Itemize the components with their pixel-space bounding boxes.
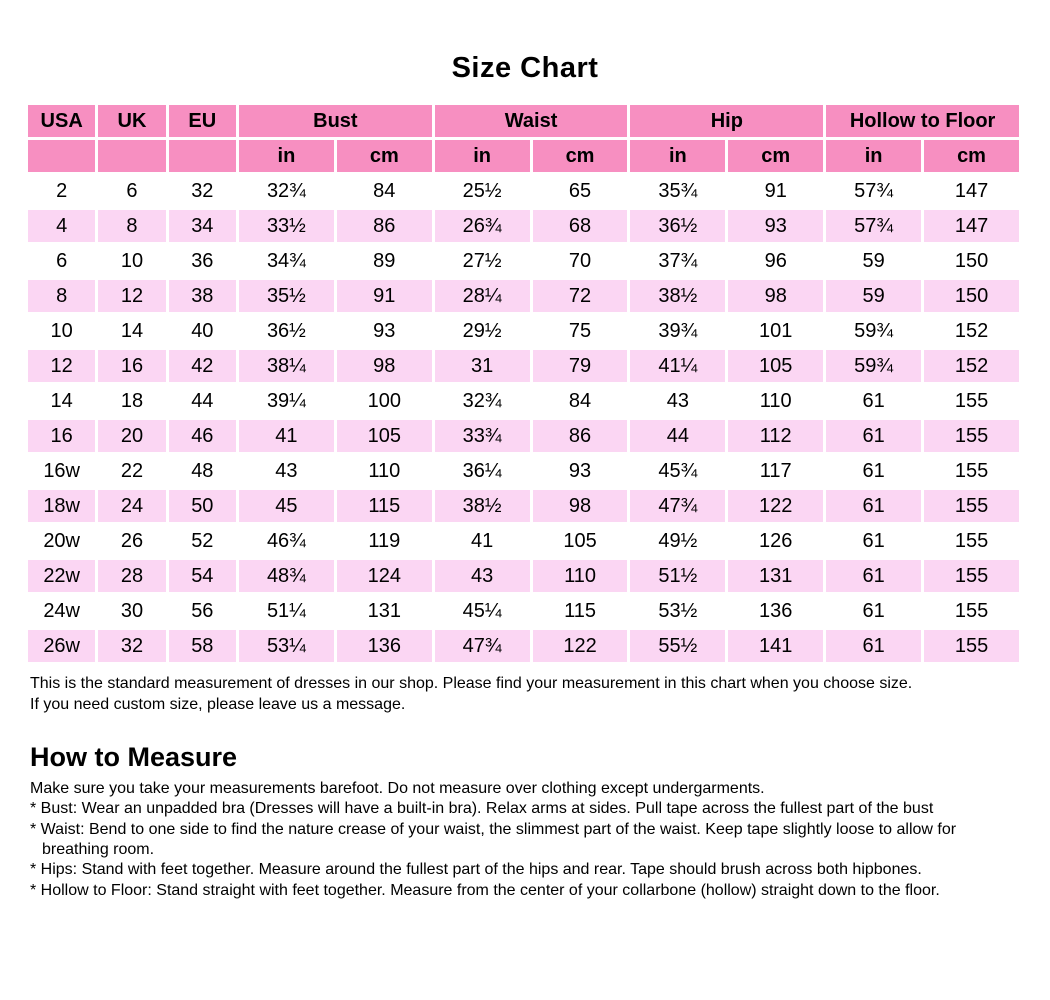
table-cell: 18w: [28, 490, 95, 522]
table-cell: 55½: [630, 630, 725, 662]
table-row: [28, 245, 1019, 277]
table-cell: 117: [728, 455, 823, 487]
table-row: [28, 455, 1019, 487]
table-cell: 35¾: [630, 175, 725, 207]
table-cell: 43: [239, 455, 334, 487]
table-row: [28, 490, 1019, 522]
table-row: [28, 420, 1019, 452]
table-cell: 136: [728, 595, 823, 627]
table-cell: 36¼: [435, 455, 530, 487]
table-row: [28, 630, 1019, 662]
table-cell: 10: [28, 315, 95, 347]
howto-hollow-to-floor: * Hollow to Floor: Stand straight with feet together. Measure from the center of your collarbone (hollow) straight down to the floor.: [30, 881, 940, 899]
table-cell: 155: [924, 490, 1019, 522]
table-cell: 147: [924, 175, 1019, 207]
table-cell: 28: [98, 560, 165, 592]
table-cell: 61: [826, 525, 921, 557]
table-cell: 18: [98, 385, 165, 417]
table-row: [28, 210, 1019, 242]
header-hollow-to-floor: Hollow to Floor: [826, 105, 1019, 137]
table-cell: 48¾: [239, 560, 334, 592]
table-cell: 43: [630, 385, 725, 417]
table-cell: 25½: [435, 175, 530, 207]
table-cell: 43: [435, 560, 530, 592]
table-cell: 20w: [28, 525, 95, 557]
table-cell: 53½: [630, 595, 725, 627]
table-cell: 79: [533, 350, 628, 382]
table-cell: 16w: [28, 455, 95, 487]
table-cell: 12: [28, 350, 95, 382]
table-cell: 98: [337, 350, 432, 382]
table-cell: 22: [98, 455, 165, 487]
table-cell: 49½: [630, 525, 725, 557]
table-cell: 115: [337, 490, 432, 522]
standard-measurement-note: [30, 674, 1005, 716]
table-cell: 101: [728, 315, 823, 347]
table-cell: 46: [169, 420, 236, 452]
header-usa: USA: [28, 105, 95, 137]
table-cell: 28¼: [435, 280, 530, 312]
unit-cell: [98, 140, 165, 172]
table-cell: 41: [239, 420, 334, 452]
table-cell: 2: [28, 175, 95, 207]
table-cell: 4: [28, 210, 95, 242]
header-eu: EU: [169, 105, 236, 137]
table-cell: 150: [924, 280, 1019, 312]
table-cell: 57¾: [826, 210, 921, 242]
table-cell: 61: [826, 490, 921, 522]
howto-waist: * Waist: Bend to one side to find the nature crease of your waist, the slimmest part of the waist. Keep tape slightly loose to allow for breathing room.: [30, 820, 957, 858]
unit-cell: [169, 140, 236, 172]
unit-cell-hollow-in: in: [826, 140, 921, 172]
table-cell: 47¾: [630, 490, 725, 522]
table-cell: 38½: [435, 490, 530, 522]
table-cell: 58: [169, 630, 236, 662]
table-cell: 150: [924, 245, 1019, 277]
table-cell: 86: [533, 420, 628, 452]
table-cell: 124: [337, 560, 432, 592]
table-header: [28, 105, 1019, 172]
table-cell: 33¾: [435, 420, 530, 452]
table-cell: 84: [533, 385, 628, 417]
table-cell: 38½: [630, 280, 725, 312]
table-cell: 126: [728, 525, 823, 557]
table-cell: 56: [169, 595, 236, 627]
table-cell: 46¾: [239, 525, 334, 557]
table-cell: 61: [826, 595, 921, 627]
table-cell: 35½: [239, 280, 334, 312]
table-cell: 50: [169, 490, 236, 522]
note-line-2: If you need custom size, please leave us a message.: [30, 695, 406, 713]
table-cell: 122: [728, 490, 823, 522]
table-cell: 155: [924, 595, 1019, 627]
table-cell: 91: [728, 175, 823, 207]
unit-cell-hollow-cm: cm: [924, 140, 1019, 172]
table-cell: 42: [169, 350, 236, 382]
table-cell: 40: [169, 315, 236, 347]
size-table-body: [28, 175, 1019, 662]
table-cell: 119: [337, 525, 432, 557]
header-unit-row: [28, 140, 1019, 172]
table-cell: 52: [169, 525, 236, 557]
table-cell: 44: [630, 420, 725, 452]
table-cell: 12: [98, 280, 165, 312]
table-cell: 152: [924, 350, 1019, 382]
table-cell: 37¾: [630, 245, 725, 277]
note-line-1: This is the standard measurement of dresses in our shop. Please find your measurement in this chart when you choose size.: [30, 675, 913, 692]
table-cell: 65: [533, 175, 628, 207]
table-cell: 155: [924, 420, 1019, 452]
table-cell: 6: [98, 175, 165, 207]
table-cell: 93: [728, 210, 823, 242]
table-cell: 45¼: [435, 595, 530, 627]
table-cell: 8: [28, 280, 95, 312]
table-cell: 51¼: [239, 595, 334, 627]
how-to-measure-heading: How to Measure: [30, 741, 238, 772]
table-row: [28, 560, 1019, 592]
header-group-row: [28, 105, 1019, 137]
table-cell: 34¾: [239, 245, 334, 277]
table-cell: 75: [533, 315, 628, 347]
table-cell: 20: [98, 420, 165, 452]
table-row: [28, 595, 1019, 627]
table-cell: 36½: [630, 210, 725, 242]
table-cell: 61: [826, 420, 921, 452]
table-row: [28, 350, 1019, 382]
table-row: [28, 315, 1019, 347]
table-row: [28, 385, 1019, 417]
table-cell: 131: [337, 595, 432, 627]
table-cell: 41¼: [630, 350, 725, 382]
table-cell: 105: [337, 420, 432, 452]
table-cell: 98: [533, 490, 628, 522]
table-cell: 34: [169, 210, 236, 242]
table-cell: 68: [533, 210, 628, 242]
table-cell: 96: [728, 245, 823, 277]
table-cell: 59¾: [826, 350, 921, 382]
table-cell: 70: [533, 245, 628, 277]
table-cell: 44: [169, 385, 236, 417]
table-cell: 27½: [435, 245, 530, 277]
table-cell: 93: [533, 455, 628, 487]
table-cell: 32: [169, 175, 236, 207]
page-title: Size Chart: [451, 52, 599, 84]
table-cell: 105: [728, 350, 823, 382]
table-cell: 152: [924, 315, 1019, 347]
table-cell: 147: [924, 210, 1019, 242]
table-cell: 36: [169, 245, 236, 277]
table-cell: 30: [98, 595, 165, 627]
table-row: [28, 175, 1019, 207]
unit-cell-waist-in: in: [435, 140, 530, 172]
table-cell: 91: [337, 280, 432, 312]
table-cell: 110: [533, 560, 628, 592]
table-cell: 14: [28, 385, 95, 417]
table-cell: 24w: [28, 595, 95, 627]
unit-cell: [28, 140, 95, 172]
header-bust: Bust: [239, 105, 432, 137]
header-hip: Hip: [630, 105, 823, 137]
header-waist: Waist: [435, 105, 628, 137]
unit-cell-bust-in: in: [239, 140, 334, 172]
table-cell: 38¼: [239, 350, 334, 382]
table-cell: 59: [826, 280, 921, 312]
table-cell: 16: [28, 420, 95, 452]
table-cell: 84: [337, 175, 432, 207]
table-cell: 155: [924, 525, 1019, 557]
table-cell: 112: [728, 420, 823, 452]
table-cell: 59: [826, 245, 921, 277]
table-cell: 61: [826, 385, 921, 417]
unit-cell-hip-in: in: [630, 140, 725, 172]
unit-cell-hip-cm: cm: [728, 140, 823, 172]
table-cell: 47¾: [435, 630, 530, 662]
table-cell: 22w: [28, 560, 95, 592]
table-cell: 29½: [435, 315, 530, 347]
table-cell: 53¼: [239, 630, 334, 662]
table-cell: 36½: [239, 315, 334, 347]
howto-hips: * Hips: Stand with feet together. Measure around the fullest part of the hips and rear. Tape should brush across both hipbones.: [30, 861, 922, 879]
table-cell: 26: [98, 525, 165, 557]
table-cell: 131: [728, 560, 823, 592]
table-cell: 105: [533, 525, 628, 557]
table-row: [28, 280, 1019, 312]
table-cell: 16: [98, 350, 165, 382]
table-cell: 51½: [630, 560, 725, 592]
unit-cell-bust-cm: cm: [337, 140, 432, 172]
table-cell: 155: [924, 455, 1019, 487]
table-cell: 155: [924, 385, 1019, 417]
table-cell: 155: [924, 630, 1019, 662]
table-cell: 26¾: [435, 210, 530, 242]
table-cell: 115: [533, 595, 628, 627]
table-cell: 8: [98, 210, 165, 242]
table-cell: 45: [239, 490, 334, 522]
table-cell: 86: [337, 210, 432, 242]
table-cell: 31: [435, 350, 530, 382]
table-cell: 89: [337, 245, 432, 277]
table-cell: 57¾: [826, 175, 921, 207]
unit-cell-waist-cm: cm: [533, 140, 628, 172]
table-cell: 14: [98, 315, 165, 347]
table-cell: 61: [826, 455, 921, 487]
table-cell: 39¼: [239, 385, 334, 417]
table-cell: 100: [337, 385, 432, 417]
table-cell: 72: [533, 280, 628, 312]
table-cell: 45¾: [630, 455, 725, 487]
table-cell: 136: [337, 630, 432, 662]
table-cell: 59¾: [826, 315, 921, 347]
table-cell: 110: [728, 385, 823, 417]
table-row: [28, 525, 1019, 557]
table-cell: 54: [169, 560, 236, 592]
table-cell: 155: [924, 560, 1019, 592]
table-cell: 26w: [28, 630, 95, 662]
table-cell: 61: [826, 630, 921, 662]
table-cell: 24: [98, 490, 165, 522]
table-cell: 41: [435, 525, 530, 557]
header-uk: UK: [98, 105, 165, 137]
size-chart-table: [25, 102, 1022, 665]
table-cell: 110: [337, 455, 432, 487]
table-cell: 38: [169, 280, 236, 312]
how-to-measure-instructions: [30, 779, 1005, 902]
table-cell: 32¾: [435, 385, 530, 417]
table-cell: 141: [728, 630, 823, 662]
table-cell: 93: [337, 315, 432, 347]
table-cell: 33½: [239, 210, 334, 242]
howto-bust: * Bust: Wear an unpadded bra (Dresses will have a built-in bra). Relax arms at sides. Pull tape across the fullest part of the bust: [30, 800, 934, 818]
table-cell: 39¾: [630, 315, 725, 347]
table-cell: 98: [728, 280, 823, 312]
table-cell: 122: [533, 630, 628, 662]
table-cell: 48: [169, 455, 236, 487]
howto-intro: Make sure you take your measurements barefoot. Do not measure over clothing except undergarments.: [30, 779, 765, 797]
table-cell: 32¾: [239, 175, 334, 207]
table-cell: 61: [826, 560, 921, 592]
table-cell: 32: [98, 630, 165, 662]
table-cell: 10: [98, 245, 165, 277]
table-cell: 6: [28, 245, 95, 277]
